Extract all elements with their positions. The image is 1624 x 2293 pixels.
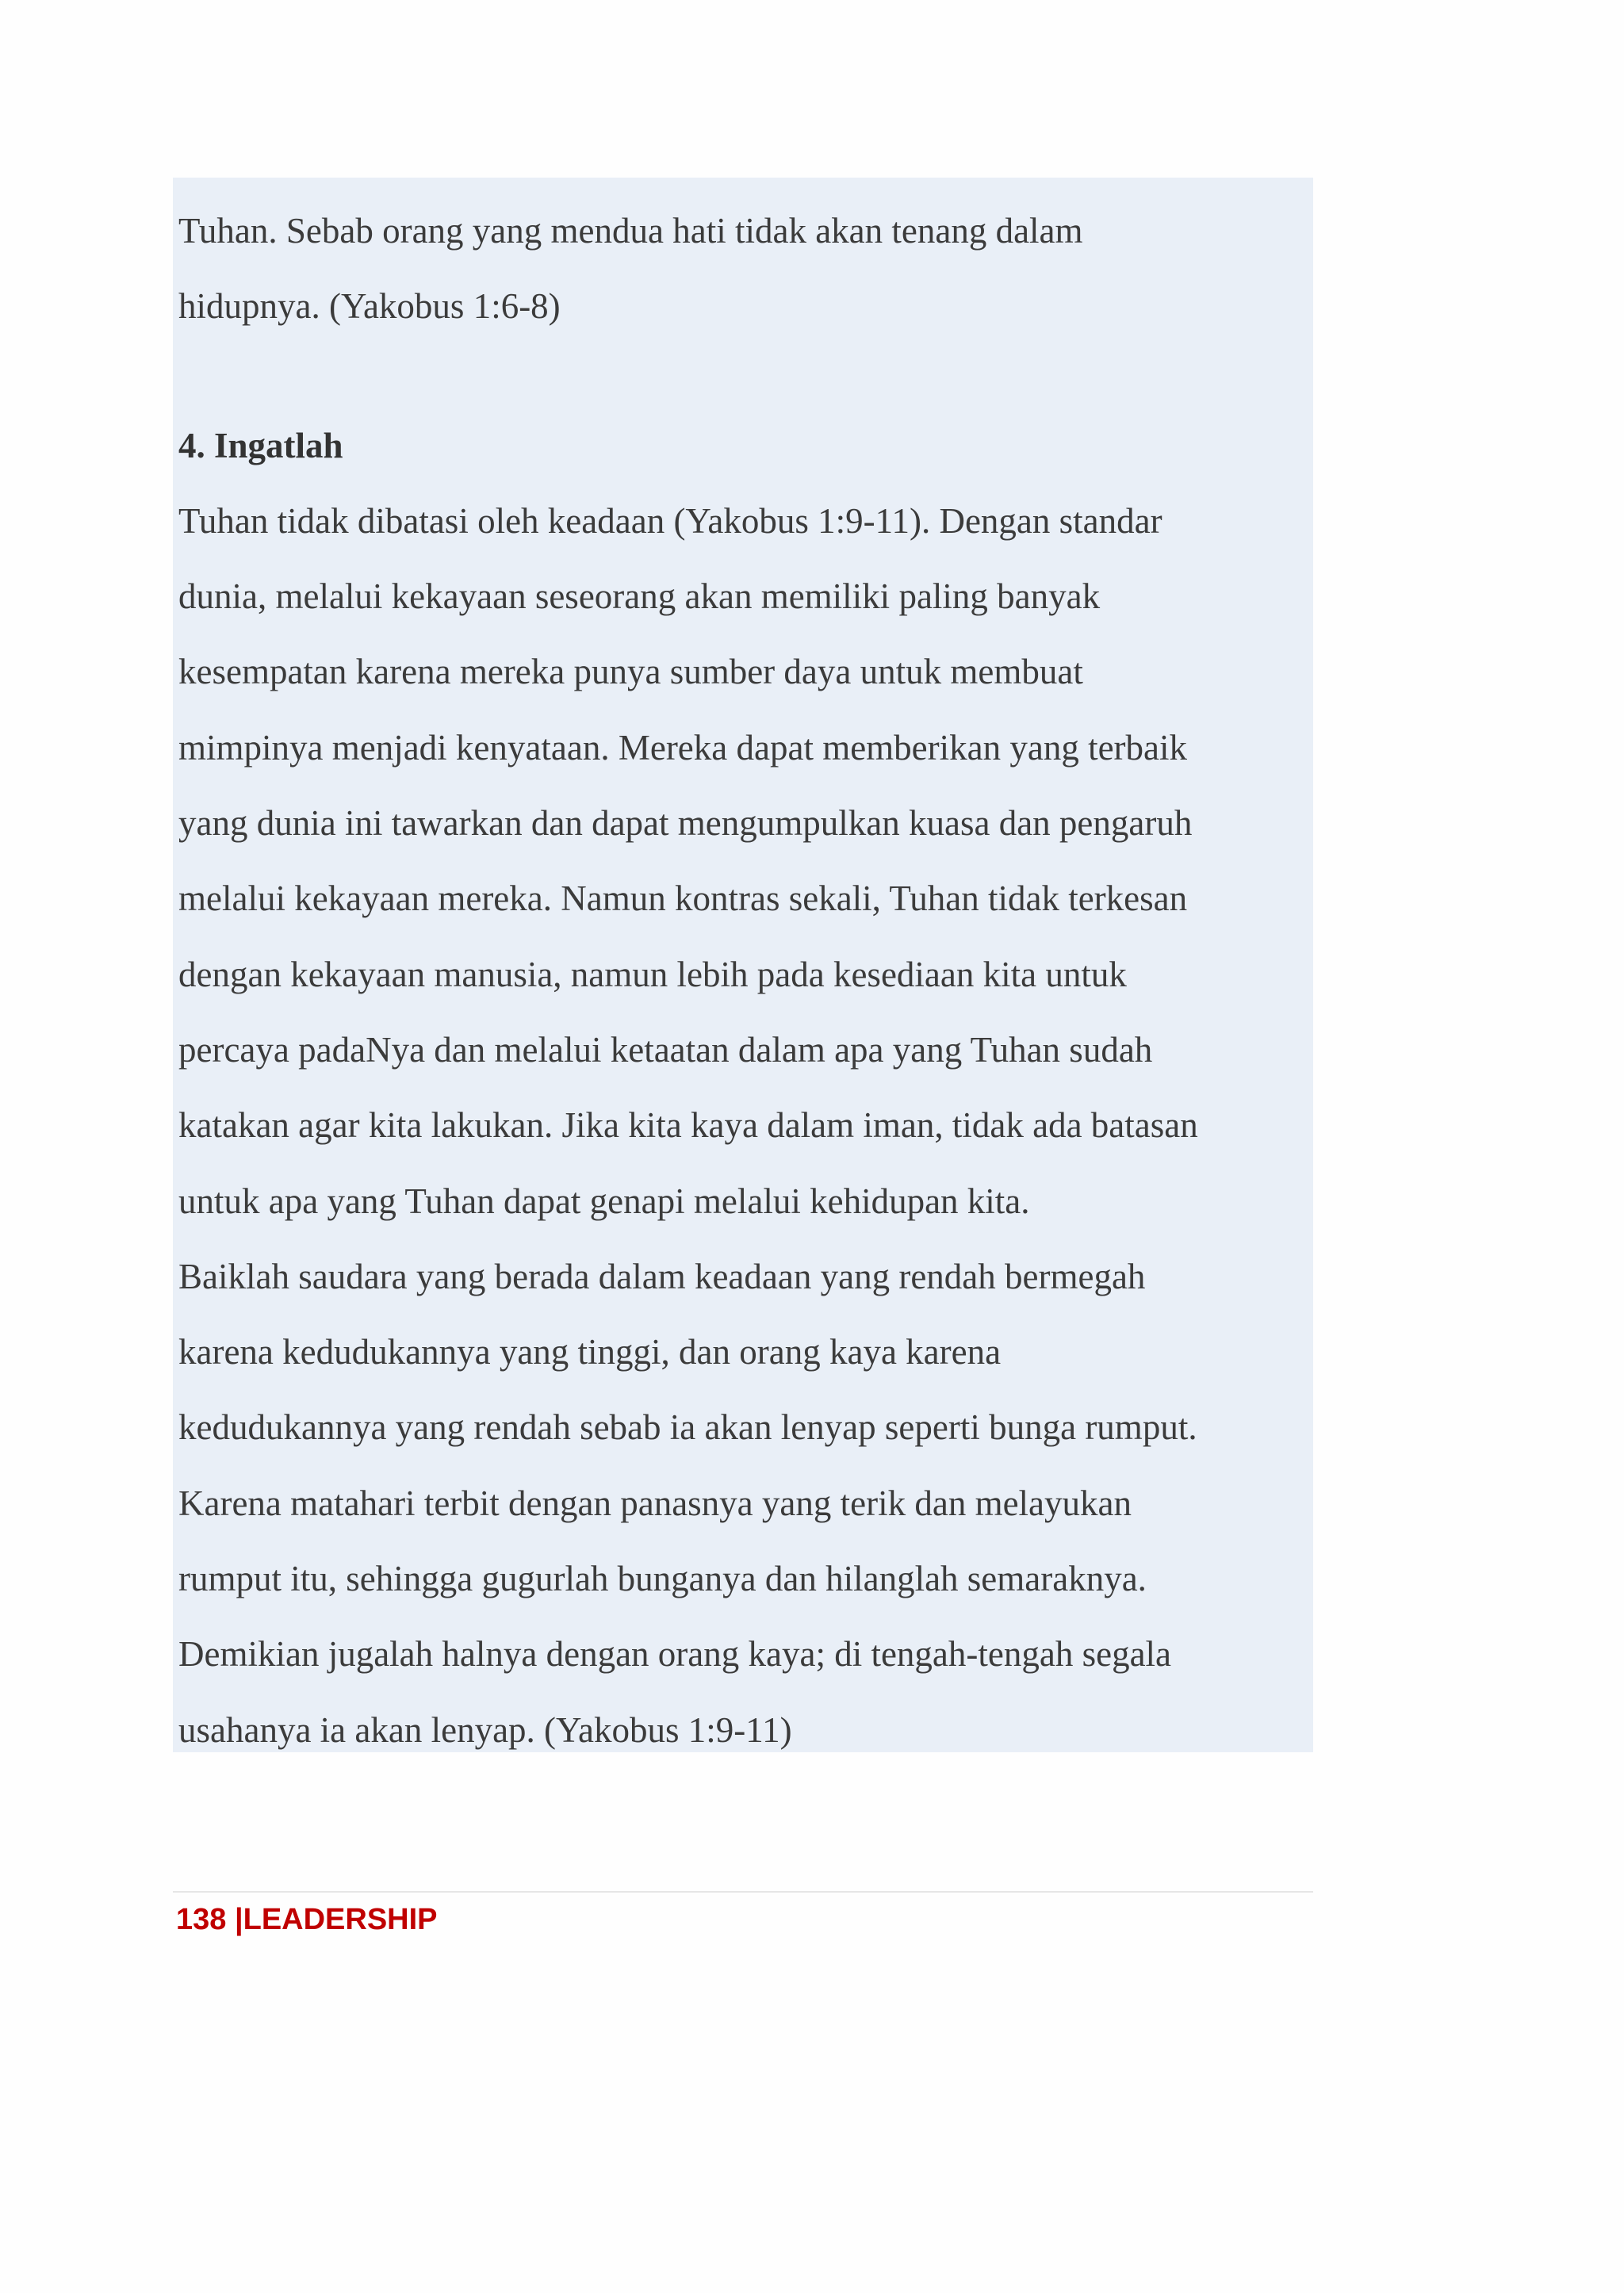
- page-footer: [176, 1897, 438, 1943]
- text-line: dengan kekayaan manusia, namun lebih pada kesediaan kita untuk: [178, 954, 1127, 994]
- page-number: 138: [176, 1903, 227, 1936]
- text-line: Tuhan. Sebab orang yang mendua hati tidak akan tenang dalam: [178, 211, 1083, 251]
- text-line: Tuhan tidak dibatasi oleh keadaan (Yakobus 1:9-11). Dengan standar: [178, 500, 1162, 541]
- text-line: Demikian jugalah halnya dengan orang kaya; di tengah-tengah segala: [178, 1634, 1172, 1675]
- section-heading: 4. Ingatlah: [178, 425, 343, 465]
- text-line: yang dunia ini tawarkan dan dapat mengumpulkan kuasa dan pengaruh: [178, 803, 1193, 844]
- text-line: Baiklah saudara yang berada dalam keadaan yang rendah bermegah: [178, 1256, 1146, 1296]
- text-line: melalui kekayaan mereka. Namun kontras sekali, Tuhan tidak terkesan: [178, 879, 1188, 919]
- text-line: katakan agar kita lakukan. Jika kita kaya dalam iman, tidak ada batasan: [178, 1105, 1198, 1146]
- text-line: usahanya ia akan lenyap. (Yakobus 1:9-11): [178, 1709, 792, 1750]
- text-line: untuk apa yang Tuhan dapat genapi melalui kehidupan kita.: [178, 1181, 1030, 1221]
- text-line: hidupnya. (Yakobus 1:6-8): [178, 286, 561, 327]
- paragraph-spacer: [178, 345, 1312, 408]
- text-line: rumput itu, sehingga gugurlah bunganya dan hilanglah semaraknya.: [178, 1559, 1147, 1599]
- footer-title: LEADERSHIP: [243, 1903, 438, 1936]
- footer-separator: |: [226, 1903, 243, 1936]
- text-line: dunia, melalui kekayaan seseorang akan memiliki paling banyak: [178, 576, 1101, 617]
- text-line: kedudukannya yang rendah sebab ia akan lenyap seperti bunga rumput.: [178, 1407, 1197, 1448]
- text-line: karena kedudukannya yang tinggi, dan orang kaya karena: [178, 1332, 1002, 1372]
- page-content: [178, 193, 1312, 1768]
- footer-divider: [173, 1891, 1313, 1893]
- text-line: Karena matahari terbit dengan panasnya yang terik dan melayukan: [178, 1483, 1132, 1523]
- text-line: mimpinya menjadi kenyataan. Mereka dapat memberikan yang terbaik: [178, 727, 1188, 768]
- text-line: kesempatan karena mereka punya sumber daya untuk membuat: [178, 652, 1083, 692]
- text-line: percaya padaNya dan melalui ketaatan dalam apa yang Tuhan sudah: [178, 1029, 1153, 1070]
